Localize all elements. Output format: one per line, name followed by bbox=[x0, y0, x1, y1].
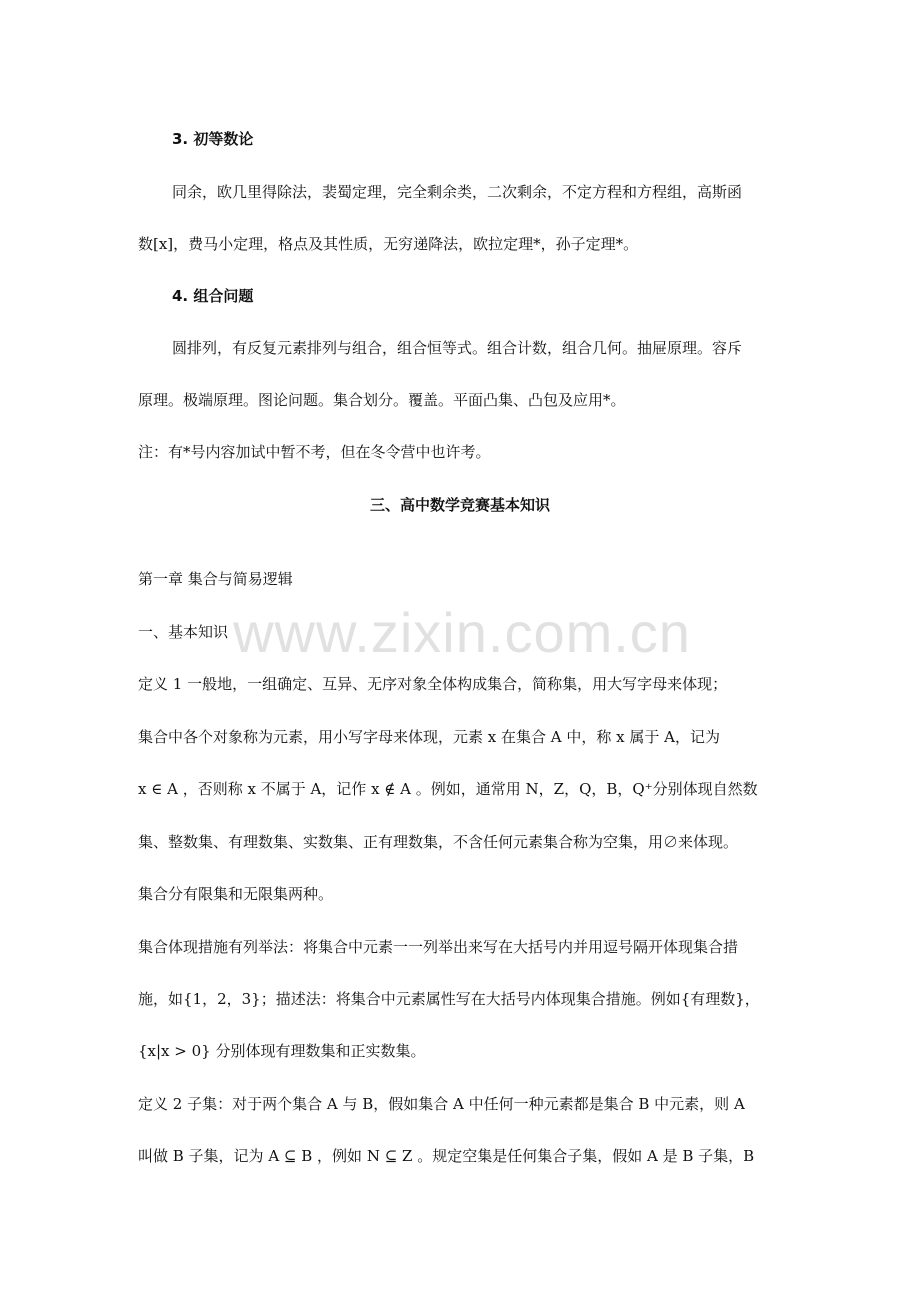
definition-1-line-2: 集合中各个对象称为元素，用小写字母来体现，元素 x 在集合 A 中，称 x 属于 A，记为 bbox=[138, 728, 720, 746]
section-3-text-line-2: 数[x]，费马小定理，格点及其性质，无穷递降法，欧拉定理*，孙子定理*。 bbox=[138, 235, 639, 253]
note: 注：有*号内容加试中暂不考，但在冬令营中也许考。 bbox=[138, 443, 491, 461]
definition-2-line-2: 叫做 B 子集，记为 A ⊆ B ，例如 N ⊆ Z 。规定空集是任何集合子集，假如 A 是 B 子集，B bbox=[138, 1147, 755, 1165]
section-4-text-line-1: 圆排列，有反复元素排列与组合，组合恒等式。组合计数，组合几何。抽屉原理。容斥 bbox=[172, 339, 743, 357]
subsection-title: 一、基本知识 bbox=[138, 623, 229, 641]
section-3-heading: 3. 初等数论 bbox=[172, 130, 254, 148]
watermark: www.zixin.com.cn bbox=[233, 601, 691, 664]
section-4-text-line-2: 原理。极端原理。图论问题。集合划分。覆盖。平面凸集、凸包及应用*。 bbox=[138, 391, 626, 409]
section-4-heading: 4. 组合问题 bbox=[172, 287, 254, 305]
chapter-title: 第一章 集合与简易逻辑 bbox=[138, 570, 293, 588]
definition-1-line-4: 集、整数集、有理数集、实数集、正有理数集，不含任何元素集合称为空集，用∅来体现。 bbox=[138, 833, 739, 851]
definition-1-line-5: 集合分有限集和无限集两种。 bbox=[138, 885, 334, 903]
definition-1-line-3: x ∈ A ，否则称 x 不属于 A，记作 x ∉ A 。例如，通常用 N，Z，Q，B，Q⁺分别体现自然数 bbox=[138, 780, 758, 798]
representation-methods-line-2: 施，如{1，2，3}；描述法：将集合中元素属性写在大括号内体现集合措施。例如{有理数}， bbox=[138, 990, 760, 1008]
definition-2-line-1: 定义 2 子集：对于两个集合 A 与 B，假如集合 A 中任何一种元素都是集合 B 中元素，则 A bbox=[138, 1095, 745, 1113]
section-3-text-line-1: 同余，欧几里得除法，裴蜀定理，完全剩余类，二次剩余，不定方程和方程组，高斯函 bbox=[172, 183, 743, 201]
representation-methods-line-1: 集合体现措施有列举法：将集合中元素一一列举出来写在大括号内并用逗号隔开体现集合措 bbox=[138, 938, 739, 956]
part-title: 三、高中数学竞赛基本知识 bbox=[369, 496, 550, 514]
representation-methods-line-3: {x|x > 0} 分别体现有理数集和正实数集。 bbox=[138, 1042, 426, 1060]
definition-1-line-1: 定义 1 一般地，一组确定、互异、无序对象全体构成集合，简称集，用大写字母来体现； bbox=[138, 675, 728, 693]
